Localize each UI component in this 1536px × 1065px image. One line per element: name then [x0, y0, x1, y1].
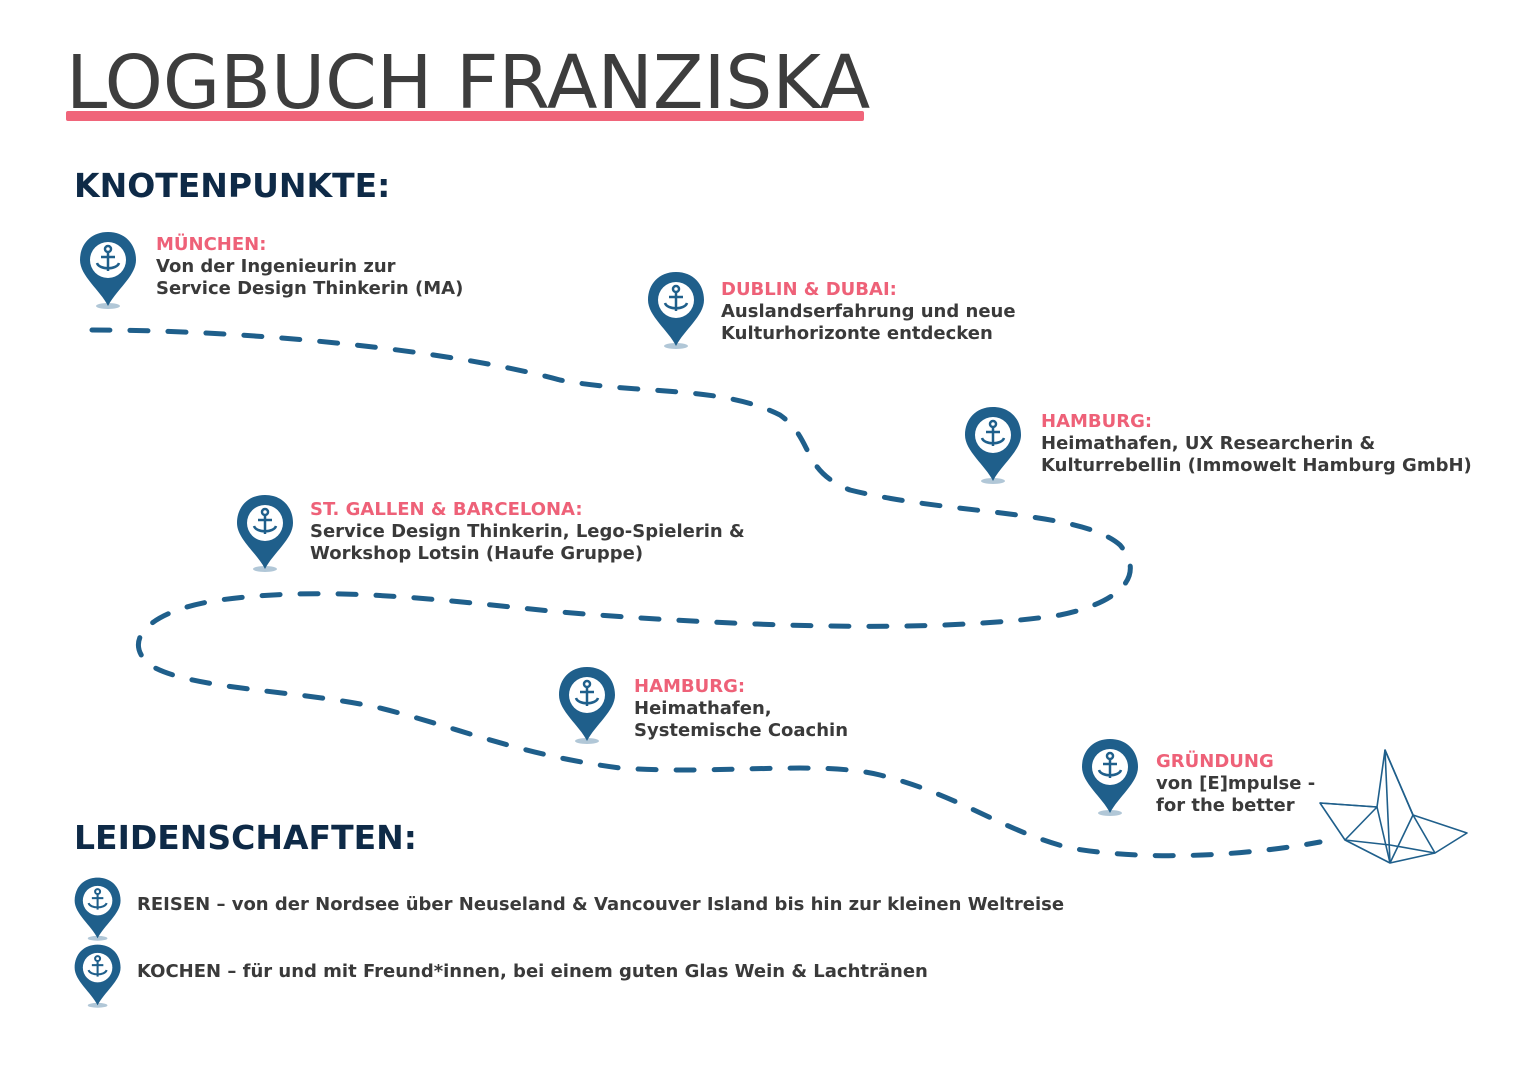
anchor-map-pin-icon — [78, 230, 138, 312]
anchor-map-pin-icon — [557, 665, 617, 747]
stop-city: HAMBURG: — [1041, 411, 1153, 432]
stop-city: ST. GALLEN & BARCELONA: — [310, 499, 583, 520]
stop-description: Auslandserfahrung und neue Kulturhorizonte entdecken — [721, 301, 1016, 344]
stop-description: Heimathafen, UX Researcherin & Kulturrebellin (Immowelt Hamburg GmbH) — [1041, 433, 1472, 476]
anchor-map-pin-icon — [1080, 737, 1140, 819]
stop-city: DUBLIN & DUBAI: — [721, 279, 897, 300]
anchor-map-pin-icon — [235, 493, 295, 575]
stop-city: HAMBURG: — [634, 676, 746, 697]
anchor-map-pin-icon — [646, 270, 706, 352]
anchor-map-pin-icon — [73, 876, 122, 943]
stop-description: Service Design Thinkerin, Lego-Spielerin & Workshop Lotsin (Haufe Gruppe) — [310, 521, 745, 564]
anchor-map-pin-icon — [963, 405, 1023, 487]
stop-hamburg-coachin — [634, 676, 848, 742]
stop-hamburg-immowelt — [1041, 411, 1472, 477]
stop-city: GRÜNDUNG — [1156, 751, 1274, 772]
stop-muenchen — [156, 234, 463, 300]
page-title: LOGBUCH FRANZISKA — [66, 40, 871, 126]
passion-item-kochen: KOCHEN – für und mit Freund*innen, bei einem guten Glas Wein & Lachtränen — [137, 961, 928, 982]
stop-st-gallen-barcelona — [310, 499, 745, 565]
section-heading-nodes: KNOTENPUNKTE: — [74, 166, 391, 205]
stop-gruendung — [1156, 751, 1315, 817]
stop-dublin-dubai — [721, 279, 1016, 345]
passion-item-reisen: REISEN – von der Nordsee über Neuseland & Vancouver Island bis hin zur kleinen Weltreise — [137, 894, 1065, 915]
stop-description: Von der Ingenieurin zur Service Design Thinkerin (MA) — [156, 256, 464, 299]
section-heading-passions: LEIDENSCHAFTEN: — [74, 818, 417, 857]
paper-boat-icon — [1315, 745, 1475, 875]
stop-description: von [E]mpulse - for the better — [1156, 773, 1316, 816]
stop-city: MÜNCHEN: — [156, 234, 267, 255]
anchor-map-pin-icon — [73, 943, 122, 1010]
stop-description: Heimathafen, Systemische Coachin — [634, 698, 849, 741]
